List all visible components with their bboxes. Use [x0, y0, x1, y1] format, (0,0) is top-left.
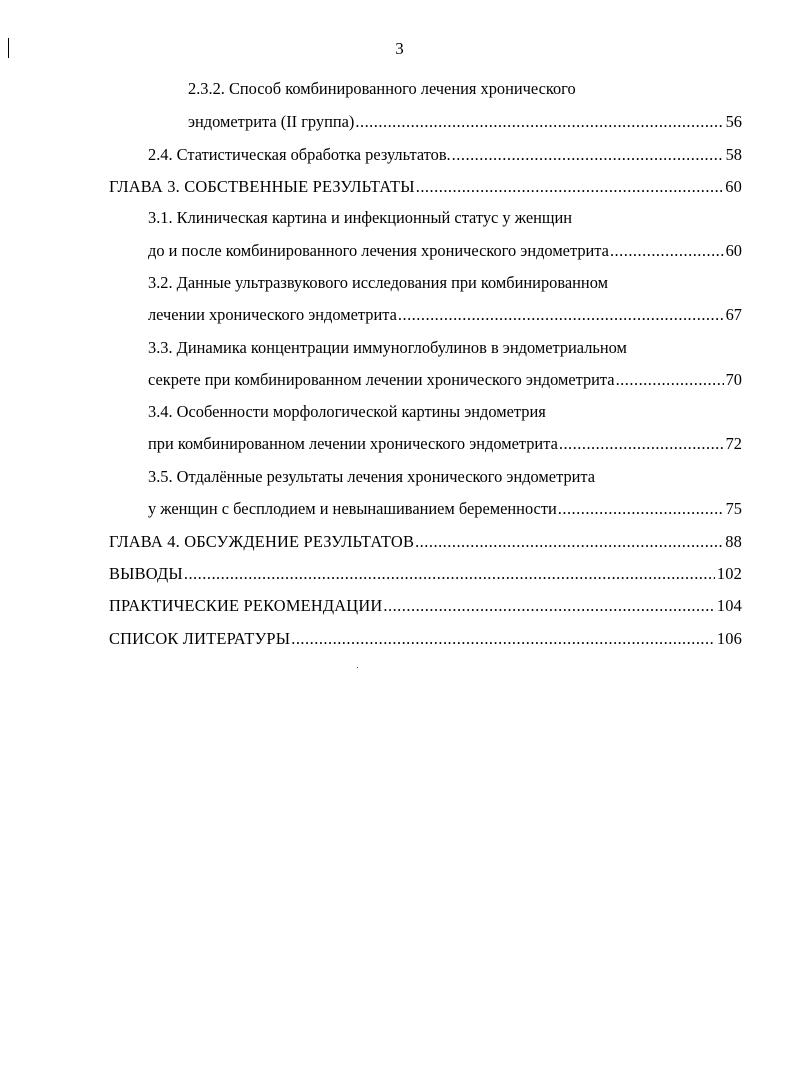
dot-leader: [610, 240, 724, 262]
dot-leader: [184, 563, 715, 585]
toc-entry-2-3-2[interactable]: [188, 111, 742, 133]
toc-entry-3-1-line2: до и после комбинированного лечения хронического эндометрита: [148, 241, 609, 260]
toc-entry-2-4[interactable]: [148, 144, 742, 166]
toc-entry-3-1-title: [148, 207, 748, 229]
dot-leader: [398, 304, 724, 326]
toc-entry-3-2-line2: лечении хронического эндометрита: [148, 305, 397, 324]
dot-leader: [616, 369, 724, 391]
toc-entry-3-4-title: [148, 401, 748, 423]
toc-entry-2-3-2-line1: 2.3.2. Способ комбинированного лечения хронического: [188, 79, 576, 98]
toc-recommendations-page: 104: [716, 596, 742, 615]
toc-entry-3-5-page: 75: [725, 499, 742, 518]
dot-leader: [416, 176, 723, 198]
toc-entry-3-1[interactable]: [148, 240, 742, 262]
toc-entry-3-3[interactable]: [148, 369, 742, 391]
toc-entry-2-4-title: 2.4. Статистическая обработка результатов.: [148, 145, 451, 164]
dot-leader: [383, 595, 714, 617]
toc-entry-3-2[interactable]: [148, 304, 742, 326]
toc-entry-3-4-line2: при комбинированном лечении хронического эндометрита: [148, 434, 558, 453]
toc-entry-3-4-page: 72: [725, 434, 742, 453]
toc-entry-3-4-line1: 3.4. Особенности морфологической картины эндометрия: [148, 402, 546, 421]
toc-entry-3-1-page: 60: [725, 241, 742, 260]
toc-entry-3-3-title: [148, 337, 748, 359]
toc-entry-3-5[interactable]: [148, 498, 742, 520]
toc-entry-2-3-2-page: 56: [725, 112, 742, 131]
toc-entry-3-5-line2: у женщин с бесплодием и невынашиванием беременности: [148, 499, 557, 518]
toc-chapter-4-page: 88: [725, 532, 742, 551]
dot-leader: [355, 111, 723, 133]
toc-entry-3-2-line1: 3.2. Данные ультразвукового исследования при комбинированном: [148, 273, 608, 292]
dot-leader: [291, 628, 715, 650]
dot-leader: [558, 498, 724, 520]
toc-entry-3-3-page: 70: [725, 370, 742, 389]
toc-chapter-4-title: ГЛАВА 4. ОБСУЖДЕНИЕ РЕЗУЛЬТАТОВ: [109, 532, 415, 551]
toc-chapter-3-title: ГЛАВА 3. СОБСТВЕННЫЕ РЕЗУЛЬТАТЫ: [109, 177, 415, 196]
toc-recommendations-title: ПРАКТИЧЕСКИЕ РЕКОМЕНДАЦИИ: [109, 596, 383, 615]
toc-references-title: СПИСОК ЛИТЕРАТУРЫ: [109, 629, 291, 648]
toc-recommendations[interactable]: [109, 595, 742, 617]
toc-references[interactable]: [109, 628, 742, 650]
toc-entry-3-1-line1: 3.1. Клиническая картина и инфекционный статус у женщин: [148, 208, 573, 227]
toc-conclusions-page: 102: [716, 564, 742, 583]
dot-leader: [415, 531, 723, 553]
toc-entry-2-3-2-title: [188, 78, 748, 100]
dot-leader: [559, 433, 724, 455]
toc-entry-3-5-title: [148, 466, 748, 488]
toc-chapter-4[interactable]: [109, 531, 742, 553]
toc-entry-3-5-line1: 3.5. Отдалённые результаты лечения хронического эндометрита: [148, 467, 596, 486]
toc-entry-2-3-2-line2: эндометрита (II группа): [188, 112, 355, 131]
toc-entry-3-4[interactable]: [148, 433, 742, 455]
toc-entry-3-3-line2: секрете при комбинированном лечении хронического эндометрита: [148, 370, 615, 389]
toc-conclusions[interactable]: [109, 563, 742, 585]
toc-entry-3-2-title: [148, 272, 748, 294]
toc-chapter-3[interactable]: [109, 176, 742, 198]
toc-entry-2-4-page: 58: [725, 145, 742, 164]
toc-chapter-3-page: 60: [725, 177, 742, 196]
toc-entry-3-2-page: 67: [725, 305, 742, 324]
dot-leader: [452, 144, 724, 166]
toc-entry-3-3-line1: 3.3. Динамика концентрации иммуноглобулинов в эндометриальном: [148, 338, 627, 357]
page-number: 3: [395, 39, 404, 58]
toc-references-page: 106: [716, 629, 742, 648]
toc-conclusions-title: ВЫВОДЫ: [109, 564, 183, 583]
